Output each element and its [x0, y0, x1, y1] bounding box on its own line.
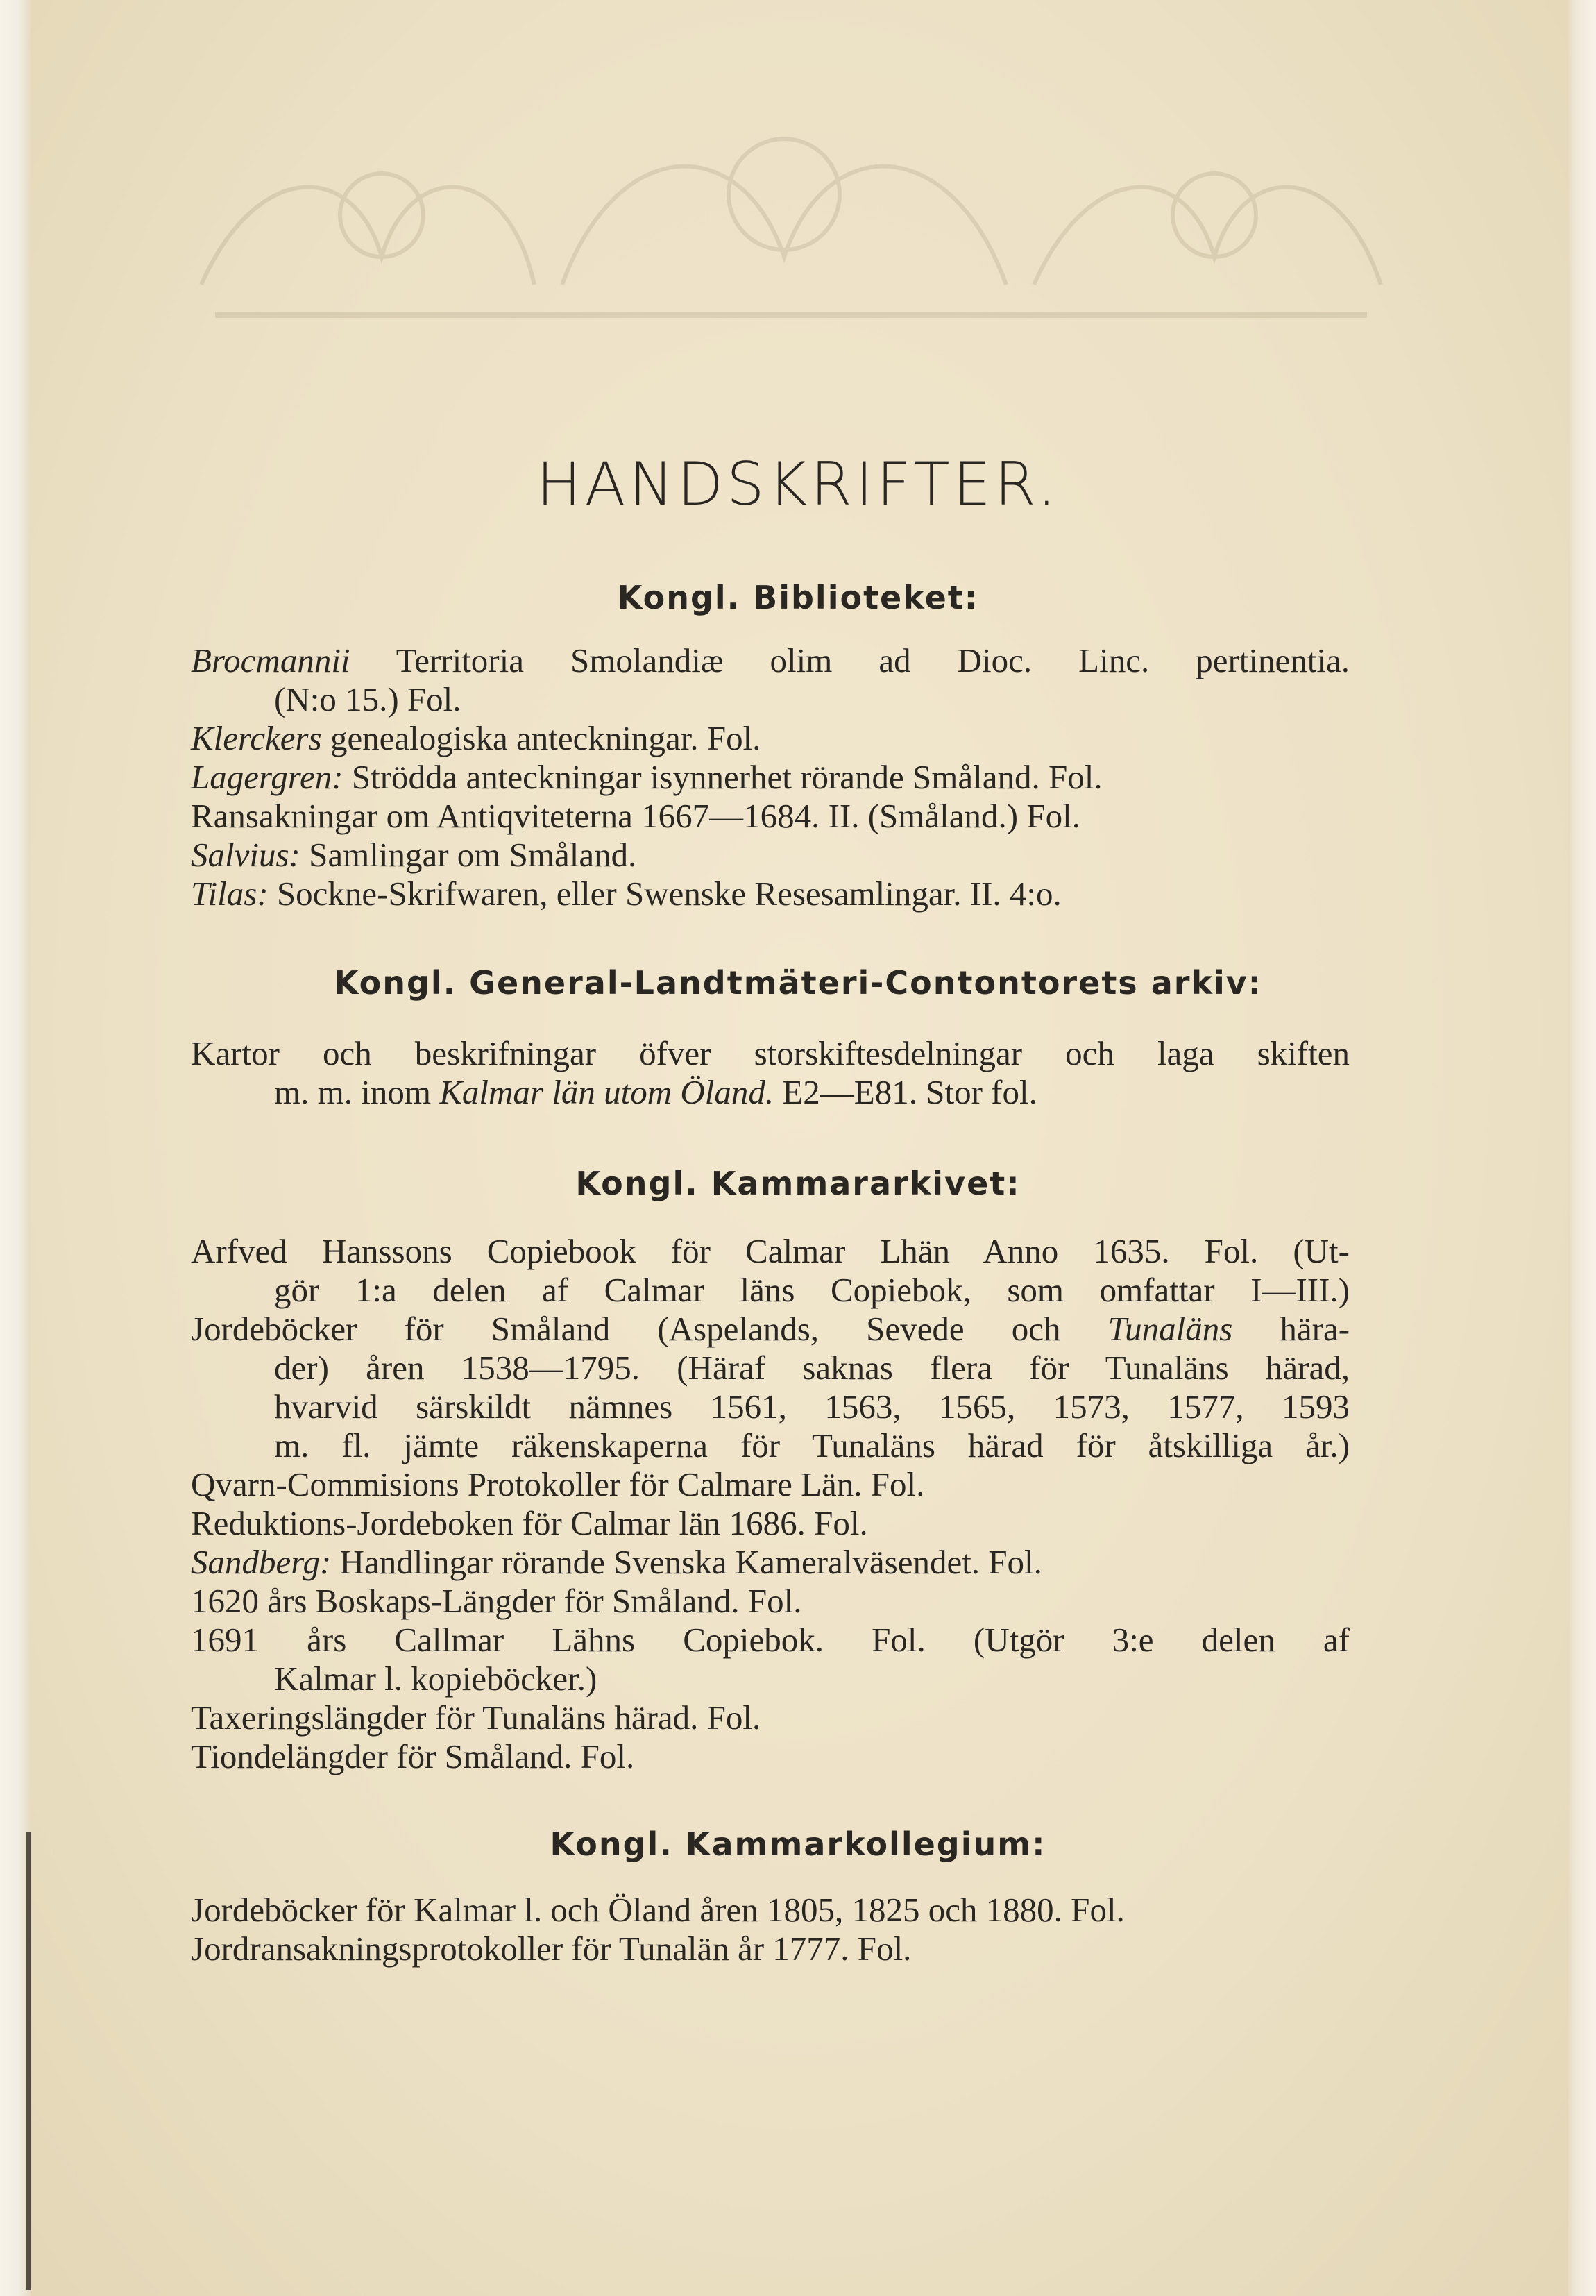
entry-jordebocker-smaland [191, 1310, 1350, 1465]
entry-jordransakningsprotokoller [191, 1930, 1350, 1968]
section-heading-landtmateri: Kongl. General-Landtmäteri-Contontorets arkiv: [333, 964, 1263, 1002]
entry-text: Kartor och beskrifningar öfver storskiftesdelningar och laga skiften [191, 1034, 1350, 1072]
entry-kartor [191, 1034, 1350, 1112]
entry-qvarn-commisions [191, 1465, 1350, 1504]
entry-text: Ransakningar om Antiqviteterna 1667—1684. II. (Småland.) Fol. [191, 797, 1080, 835]
entry-place: Kalmar län utom Öland. [439, 1073, 774, 1111]
entry-callmar-copiebok [191, 1621, 1350, 1698]
entry-jordebocker-kalmar [191, 1891, 1350, 1930]
entry-line [191, 719, 1350, 758]
entry-reduktions-jordeboken [191, 1504, 1350, 1543]
entry-text: hära- [1280, 1310, 1350, 1348]
entry-ransakningar [191, 797, 1350, 836]
entry-continuation: Kalmar l. kopieböcker.) [274, 1660, 597, 1698]
entry-continuation: m. fl. jämte räkenskaperna för Tunaläns härad för åtskilliga år.) [274, 1426, 1350, 1464]
entry-place: Tunaläns [1107, 1310, 1233, 1348]
page-title: HANDSKRIFTER. [536, 450, 1060, 519]
bleed-through-ornament [173, 76, 1409, 368]
entry-line [191, 758, 1350, 797]
entry-salvius [191, 836, 1350, 875]
entry-author: Sandberg: [191, 1543, 332, 1581]
entry-text: Qvarn-Commisions Protokoller för Calmare Län. Fol. [191, 1465, 925, 1503]
entry-text: Jordransakningsprotokoller för Tunalän år 1777. Fol. [191, 1930, 912, 1968]
entry-continuation: (N:o 15.) Fol. [274, 680, 461, 718]
entry-author: Lagergren: [191, 758, 343, 796]
entry-klerckers [191, 719, 1350, 758]
entry-taxeringslangder [191, 1698, 1350, 1737]
entry-text: Tiondelängder för Småland. Fol. [191, 1737, 635, 1775]
entry-line [191, 875, 1350, 913]
entry-line [191, 836, 1350, 875]
entry-text: Samlingar om Småland. [309, 836, 637, 874]
entry-line [191, 1543, 1350, 1582]
section-heading-kammarkollegium: Kongl. Kammarkollegium: [550, 1825, 1046, 1863]
right-page-edge [1568, 0, 1596, 2296]
entry-line [191, 1310, 1350, 1349]
entry-tilas [191, 875, 1350, 913]
entry-text: Sockne-Skrifwaren, eller Swenske Resesamlingar. II. 4:o. [276, 875, 1062, 913]
entry-lagergren [191, 758, 1350, 797]
entry-author: Tilas: [191, 875, 269, 913]
entry-text: Reduktions-Jordeboken för Calmar län 1686. Fol. [191, 1504, 868, 1542]
entry-text: m. m. inom [274, 1073, 431, 1111]
entry-author: Brocmannii [191, 641, 350, 679]
entry-text: genealogiska anteckningar. Fol. [330, 719, 761, 757]
entry-line [191, 641, 1350, 680]
entry-continuation: hvarvid särskildt nämnes 1561, 1563, 1565, 1573, 1577, 1593 [274, 1387, 1350, 1426]
section-heading-biblioteket: Kongl. Biblioteket: [617, 579, 979, 616]
entry-text: E2—E81. Stor fol. [782, 1073, 1037, 1111]
entry-author: Klerckers [191, 719, 322, 757]
entry-continuation: der) åren 1538—1795. (Häraf saknas flera för Tunaläns härad, [274, 1349, 1350, 1387]
entry-text: Taxeringslängder för Tunaläns härad. Fol. [191, 1698, 761, 1737]
entry-continuation [191, 1073, 1350, 1112]
entry-tiondelangder [191, 1737, 1350, 1776]
section-heading-kammararkivet: Kongl. Kammararkivet: [575, 1165, 1021, 1202]
entry-text: Arfved Hanssons Copiebook för Calmar Lhän Anno 1635. Fol. (Ut- [191, 1232, 1350, 1270]
entry-arfved-hanssons [191, 1232, 1350, 1310]
entry-text: Strödda anteckningar isynnerhet rörande Småland. Fol. [351, 758, 1103, 796]
entry-text: Territoria Smolandiæ olim ad Dioc. Linc. pertinentia. [396, 641, 1350, 679]
entry-text: Handlingar rörande Svenska Kameralväsendet. Fol. [339, 1543, 1042, 1581]
entry-brocmannii [191, 641, 1350, 719]
entry-text: 1691 års Callmar Lähns Copiebok. Fol. (Utgör 3:e delen af [191, 1621, 1350, 1659]
entry-text: Jordeböcker för Småland (Aspelands, Sevede och [191, 1310, 1061, 1348]
entry-sandberg [191, 1543, 1350, 1582]
entry-continuation: gör 1:a delen af Calmar läns Copiebok, som omfattar I—III.) [274, 1271, 1350, 1309]
entry-boskaps-langder [191, 1582, 1350, 1621]
entry-author: Salvius: [191, 836, 300, 874]
binding-shadow [26, 1832, 31, 2290]
entry-text: 1620 års Boskaps-Längder för Småland. Fol. [191, 1582, 802, 1620]
entry-text: Jordeböcker för Kalmar l. och Öland åren 1805, 1825 och 1880. Fol. [191, 1891, 1125, 1929]
